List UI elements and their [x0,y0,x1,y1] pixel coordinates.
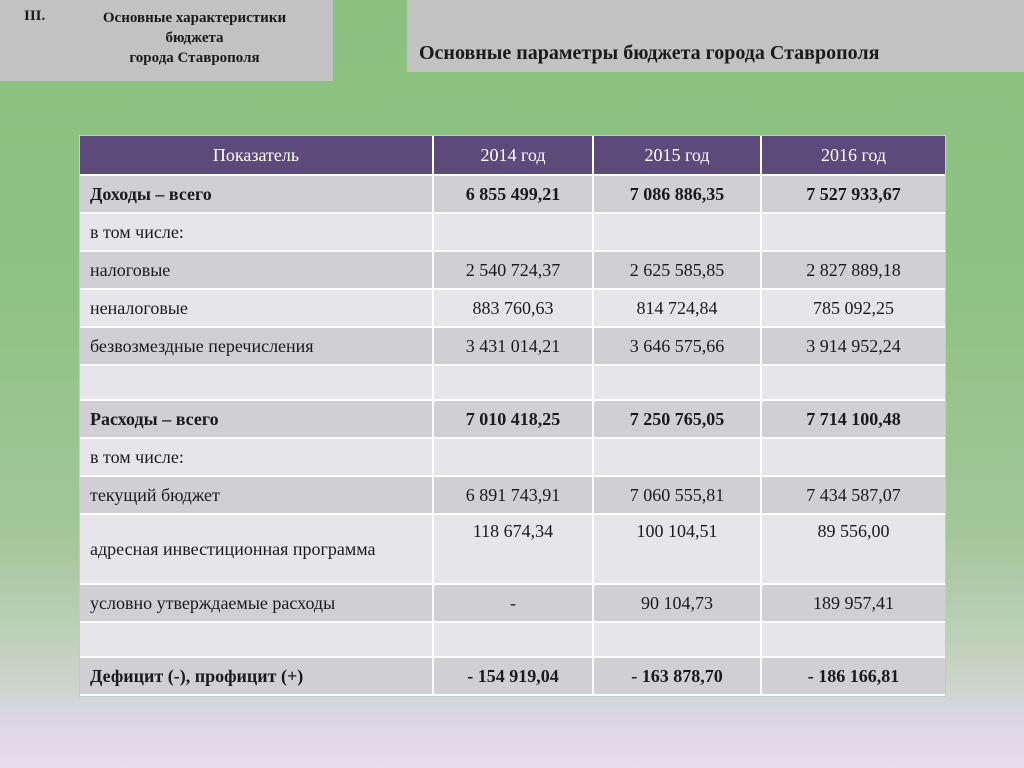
table-row-investment-program [80,514,945,584]
value-2016: 2 827 889,18 [761,251,945,289]
value-2015 [593,438,761,476]
section-title-line1: Основные характеристики [102,10,287,26]
value-2014: 3 431 014,21 [433,327,593,365]
value-2015: 7 086 886,35 [593,175,761,213]
row-label: налоговые [80,251,433,289]
table-row-income-total [80,175,945,213]
budget-table-container [79,135,946,697]
header-indicator: Показатель [80,136,433,175]
table-row-transfers [80,327,945,365]
section-title-line3: города Ставрополя [129,50,260,66]
table-row-spacer [80,365,945,400]
value-2016: - 186 166,81 [761,657,945,695]
value-2014 [433,213,593,251]
value-2015: 100 104,51 [593,514,761,584]
value-2016: 7 527 933,67 [761,175,945,213]
value-2015 [593,213,761,251]
value-2016: 785 092,25 [761,289,945,327]
row-label: текущий бюджет [80,476,433,514]
row-label [80,622,433,657]
table-row-income-including [80,213,945,251]
row-label [80,365,433,400]
table-row-tax [80,251,945,289]
value-2014: 6 891 743,91 [433,476,593,514]
table-row-expenses-total [80,400,945,438]
value-2014: - [433,584,593,622]
row-label: безвозмездные перечисления [80,327,433,365]
value-2016: 189 957,41 [761,584,945,622]
table-row-current-budget [80,476,945,514]
value-2014: 883 760,63 [433,289,593,327]
row-label: Доходы – всего [80,175,433,213]
section-header [0,0,334,82]
slide-title: Основные параметры бюджета города Ставрополя [419,41,880,64]
value-2016 [761,438,945,476]
section-title [66,8,323,68]
value-2015: 7 060 555,81 [593,476,761,514]
value-2015: 3 646 575,66 [593,327,761,365]
value-2015: - 163 878,70 [593,657,761,695]
table-row-spacer [80,622,945,657]
value-2016: 89 556,00 [761,514,945,584]
table-header-row [80,136,945,175]
section-title-line2: бюджета [165,30,224,46]
value-2015: 2 625 585,85 [593,251,761,289]
value-2014 [433,622,593,657]
value-2016 [761,365,945,400]
table-row-deficit-surplus [80,657,945,695]
header-2014: 2014 год [433,136,593,175]
value-2015: 7 250 765,05 [593,400,761,438]
value-2015: 90 104,73 [593,584,761,622]
header-2015: 2015 год [593,136,761,175]
row-label: в том числе: [80,438,433,476]
value-2016: 3 914 952,24 [761,327,945,365]
value-2016: 7 434 587,07 [761,476,945,514]
header-2016: 2016 год [761,136,945,175]
table-row-conditional-expenses [80,584,945,622]
value-2014: 2 540 724,37 [433,251,593,289]
value-2015 [593,365,761,400]
row-label: адресная инвестиционная программа [80,514,433,584]
section-number: III. [24,8,46,24]
value-2014: - 154 919,04 [433,657,593,695]
table-row-nontax [80,289,945,327]
value-2015 [593,622,761,657]
row-label: Расходы – всего [80,400,433,438]
row-label: Дефицит (-), профицит (+) [80,657,433,695]
value-2015: 814 724,84 [593,289,761,327]
value-2014 [433,365,593,400]
value-2014: 7 010 418,25 [433,400,593,438]
value-2014 [433,438,593,476]
value-2016 [761,622,945,657]
table-row-expenses-including [80,438,945,476]
slide-title-box [407,0,1024,72]
value-2016 [761,213,945,251]
row-label: в том числе: [80,213,433,251]
value-2016: 7 714 100,48 [761,400,945,438]
budget-table [80,136,945,696]
row-label: условно утверждаемые расходы [80,584,433,622]
value-2014: 6 855 499,21 [433,175,593,213]
value-2014: 118 674,34 [433,514,593,584]
row-label: неналоговые [80,289,433,327]
